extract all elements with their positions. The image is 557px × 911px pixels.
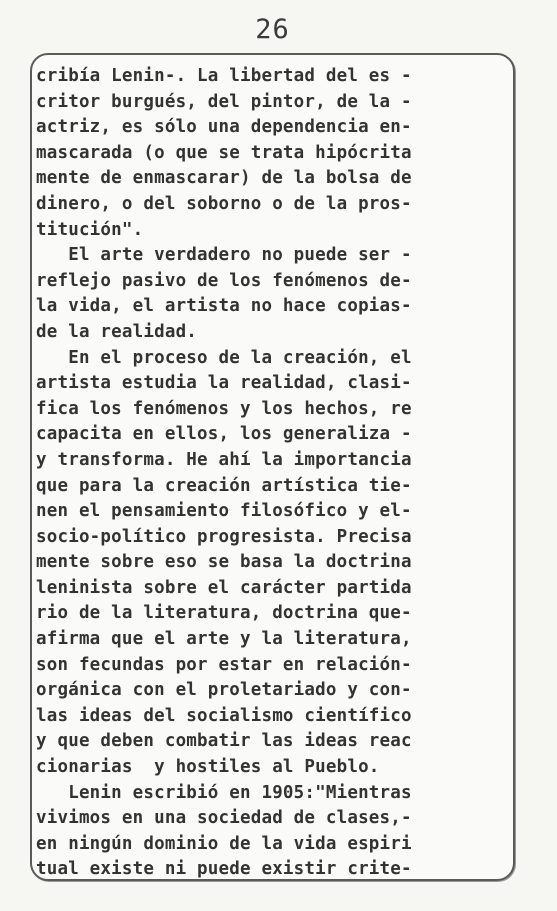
- page-number: 26: [255, 14, 290, 45]
- text-line: fica los fenómenos y los hechos, re: [36, 398, 412, 419]
- text-line: critor burgués, del pintor, de la -: [36, 91, 412, 112]
- text-line: El arte verdadero no puede ser -: [36, 245, 412, 266]
- text-line: capacita en ellos, los generaliza -: [36, 424, 412, 445]
- text-line: vivimos en una sociedad de clases,-: [36, 808, 412, 829]
- text-line: orgánica con el proletariado y con-: [36, 680, 412, 701]
- text-line: actriz, es sólo una dependencia en-: [36, 117, 412, 138]
- text-line: mente sobre eso se basa la doctrina: [36, 552, 412, 573]
- text-body: [36, 64, 511, 883]
- text-line: tual existe ni puede existir crite-: [36, 859, 412, 880]
- text-line: socio-político progresista. Precisa: [36, 526, 412, 547]
- text-line: en ningún dominio de la vida espiri: [36, 833, 412, 854]
- text-line: Lenin escribió en 1905:"Mientras: [36, 782, 412, 803]
- text-line: cionarias y hostiles al Pueblo.: [36, 757, 380, 778]
- text-line: leninista sobre el carácter partida: [36, 577, 412, 598]
- text-line: y que deben combatir las ideas reac: [36, 731, 412, 752]
- text-line: que para la creación artística tie-: [36, 475, 412, 496]
- text-line: las ideas del socialismo científico: [36, 705, 412, 726]
- text-line: la vida, el artista no hace copias-: [36, 296, 412, 317]
- text-line: cribía Lenin-. La libertad del es -: [36, 66, 412, 86]
- text-line: y transforma. He ahí la importancia: [36, 449, 412, 470]
- text-line: dinero, o del soborno o de la pros-: [36, 193, 412, 214]
- text-line: nen el pensamiento filosófico y el-: [36, 501, 412, 522]
- text-line: de la realidad.: [36, 321, 198, 342]
- text-line: son fecundas por estar en relación-: [36, 654, 412, 675]
- text-line: mascarada (o que se trata hipócrita: [36, 142, 412, 163]
- text-line: mente de enmascarar) de la bolsa de: [36, 168, 412, 189]
- text-line: titución".: [36, 219, 144, 240]
- text-line: afirma que el arte y la literatura,: [36, 629, 412, 650]
- text-line: artista estudia la realidad, clasi-: [36, 373, 412, 394]
- text-line: reflejo pasivo de los fenómenos de-: [36, 270, 412, 291]
- text-line: En el proceso de la creación, el: [36, 347, 412, 368]
- text-line: rio de la literatura, doctrina que-: [36, 603, 412, 624]
